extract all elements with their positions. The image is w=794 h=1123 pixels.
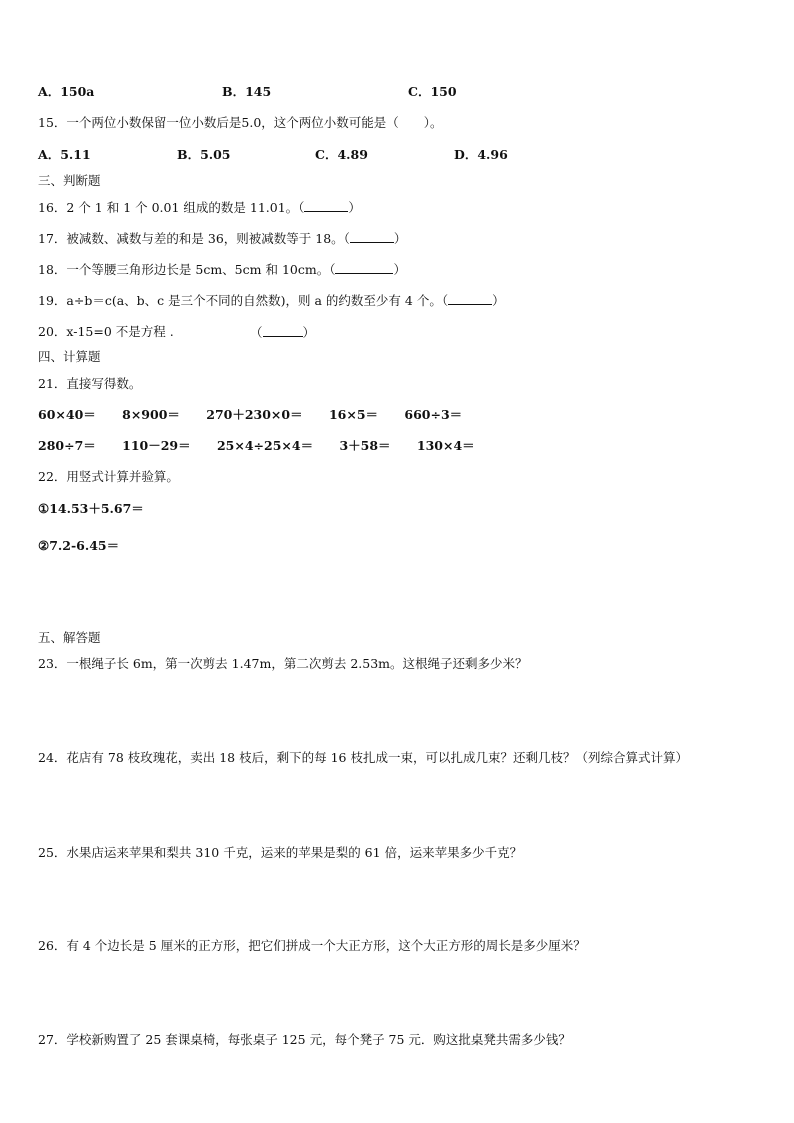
q20-paren-open: （ (250, 325, 263, 340)
calc-item: 16×5＝ (328, 407, 379, 422)
q19-text: 19．a÷b＝c(a、b、c 是三个不同的自然数)，则 a 的约数至少有 4 个。（ (38, 293, 449, 308)
q16 (38, 199, 361, 216)
q17-tail: ） (393, 231, 407, 246)
q20-blank[interactable] (263, 324, 303, 337)
q20-answer (250, 324, 315, 341)
calc-item: 3＋58＝ (339, 438, 391, 453)
q14-option-c: C．150 (408, 84, 457, 99)
calc-item: 8×900＝ (122, 407, 180, 422)
calc-item: 270＋230×0＝ (206, 407, 303, 422)
calc-item: 25×4÷25×4＝ (216, 438, 314, 453)
q14-option-a: A．150a (38, 84, 95, 99)
q22-item-1: ①14.53＋5.67＝ (38, 501, 144, 516)
q20 (38, 324, 174, 340)
q15-option-a: A．5.11 (38, 147, 91, 162)
calc-item: 110－29＝ (122, 438, 191, 453)
calc-item: 660÷3＝ (404, 407, 463, 422)
q21-stem: 21．直接写得数。 (38, 376, 142, 391)
q20-tail: ） (302, 325, 316, 340)
q19 (38, 292, 505, 309)
q19-blank[interactable] (448, 292, 492, 305)
q22-stem: 22．用竖式计算并验算。 (38, 469, 179, 484)
q15-option-b: B．5.05 (177, 147, 231, 162)
q15-option-c: C．4.89 (315, 147, 368, 162)
q16-tail: ） (348, 200, 361, 215)
q17-text: 17．被减数、减数与差的和是 36，则被减数等于 18。（ (38, 231, 350, 246)
q18-tail: ） (393, 262, 406, 277)
calc-item: 130×4＝ (416, 438, 475, 453)
q15-stem: 15．一个两位小数保留一位小数后是5.0，这个两位小数可能是（ ）。 (38, 115, 443, 130)
q14-option-b: B．145 (222, 84, 272, 99)
q18 (38, 261, 406, 278)
calc-item: 60×40＝ (38, 407, 96, 422)
q24: 24．花店有 78 枝玫瑰花，卖出 18 枝后，剩下的每 16 枝扎成一束，可以扎成几束？还剩几枝？（列综合算式计算） (38, 750, 688, 765)
q15-option-d: D．4.96 (454, 147, 508, 162)
q16-blank[interactable] (304, 199, 348, 212)
calc-row-1 (38, 407, 484, 423)
q23: 23．一根绳子长 6m，第一次剪去 1.47m，第二次剪去 2.53m。这根绳子还剩多少米？ (38, 656, 528, 671)
q17 (38, 230, 406, 247)
q17-blank[interactable] (350, 230, 394, 243)
calc-row-2 (38, 438, 497, 454)
q18-blank[interactable] (335, 261, 393, 274)
section-answer-title: 五、解答题 (38, 630, 101, 645)
q27: 27．学校新购置了 25 套课桌椅，每张桌子 125 元，每个凳子 75 元．购这批桌凳共需多少钱？ (38, 1032, 571, 1047)
q20-text: 20．x-15=0 不是方程 . (38, 324, 174, 339)
q18-text: 18．一个等腰三角形边长是 5cm、5cm 和 10cm。（ (38, 262, 336, 277)
calc-item: 280÷7＝ (38, 438, 96, 453)
q25: 25．水果店运来苹果和梨共 310 千克，运来的苹果是梨的 61 倍，运来苹果多少千克？ (38, 845, 523, 860)
q19-tail: ） (492, 293, 505, 308)
q16-text: 16．2 个 1 和 1 个 0.01 组成的数是 11.01。（ (38, 200, 305, 215)
section-judge-title: 三、判断题 (38, 173, 101, 188)
section-calc-title: 四、计算题 (38, 349, 101, 364)
q22-item-2: ②7.2-6.45＝ (38, 538, 120, 553)
q26: 26．有 4 个边长是 5 厘米的正方形，把它们拼成一个大正方形，这个大正方形的周长是多少厘米？ (38, 938, 586, 953)
